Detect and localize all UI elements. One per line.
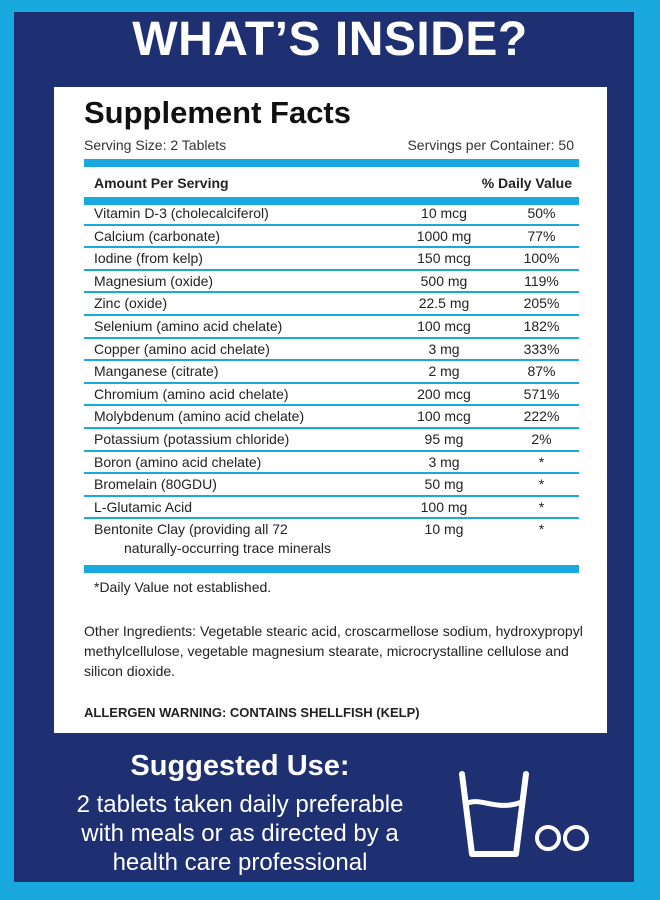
row-divider <box>84 382 579 384</box>
nutrient-row <box>94 476 574 492</box>
nutrient-name: Magnesium (oxide) <box>94 272 214 289</box>
suggested-use-line: 2 tablets taken daily preferable <box>76 791 404 818</box>
nutrient-row <box>94 521 574 556</box>
nutrient-name: Potassium (potassium chloride) <box>94 431 290 447</box>
nutrient-daily-value: 77% <box>527 227 556 244</box>
row-divider <box>84 314 579 316</box>
nutrient-amount: 22.5 mg <box>418 295 470 312</box>
nutrient-name: Vitamin D-3 (cholecalciferol) <box>94 205 269 221</box>
headline: WHAT’S INSIDE? <box>132 13 528 66</box>
suggested-use-line: with meals or as directed by a <box>81 820 399 847</box>
nutrient-name: Copper (amino acid chelate) <box>94 340 270 357</box>
suggested-use-title: Suggested Use: <box>130 750 350 782</box>
nutrient-amount: 100 mg <box>420 498 468 515</box>
column-header <box>94 175 574 191</box>
row-divider <box>84 404 579 406</box>
row-divider <box>84 427 579 429</box>
nutrient-daily-value: 571% <box>523 385 560 402</box>
nutrient-daily-value: 50% <box>527 205 556 221</box>
row-divider <box>84 517 579 519</box>
nutrient-row <box>94 228 574 244</box>
facts-title: Supplement Facts <box>84 95 351 130</box>
nutrient-amount: 150 mcg <box>417 250 471 267</box>
nutrient-amount: 3 mg <box>428 340 460 357</box>
nutrient-daily-value: 119% <box>524 272 559 289</box>
nutrient-row <box>94 273 574 289</box>
nutrient-row <box>94 454 574 470</box>
water-glass-with-two-tablets-icon <box>458 770 598 860</box>
nutrient-row <box>94 431 574 447</box>
nutrient-daily-value: 182% <box>523 318 560 334</box>
nutrient-name: L-Glutamic Acid <box>94 498 193 515</box>
row-divider <box>84 246 579 248</box>
nutrient-name: Iodine (from kelp) <box>94 250 203 267</box>
nutrient-name: Calcium (carbonate) <box>94 227 221 244</box>
row-divider <box>84 359 579 361</box>
nutrient-row <box>94 295 574 311</box>
thick-divider <box>84 159 579 167</box>
nutrient-name: Bromelain (80GDU) <box>94 476 217 493</box>
nutrient-amount: 2 mg <box>428 363 460 380</box>
nutrient-row <box>94 250 574 266</box>
row-divider <box>84 337 579 339</box>
footnote: *Daily Value not established. <box>94 579 272 595</box>
row-divider <box>84 450 579 452</box>
nutrient-row <box>94 408 574 424</box>
nutrient-row <box>94 341 574 357</box>
nutrient-daily-value: 2% <box>531 431 552 447</box>
nutrient-name: Zinc (oxide) <box>94 295 168 312</box>
thick-divider <box>84 197 579 205</box>
serving-info <box>84 137 574 153</box>
nutrient-name: Selenium (amino acid chelate) <box>94 318 283 334</box>
nutrient-daily-value: 100% <box>523 250 560 267</box>
nutrient-daily-value: 87% <box>527 363 556 380</box>
nutrient-row <box>94 499 574 515</box>
row-divider <box>84 495 579 497</box>
nutrient-daily-value: * <box>538 476 545 493</box>
nutrient-amount: 95 mg <box>424 431 464 447</box>
nutrient-name-continued: naturally-occurring trace minerals <box>124 540 331 557</box>
nutrient-name: Bentonite Clay (providing all 72 <box>94 521 288 538</box>
allergen-warning: ALLERGEN WARNING: CONTAINS SHELLFISH (KELP) <box>84 705 420 720</box>
nutrient-row <box>94 386 574 402</box>
supplement-facts-panel <box>54 87 607 733</box>
serving-size: Serving Size: 2 Tablets <box>84 137 227 153</box>
suggested-use-line: health care professional <box>112 849 368 876</box>
nutrient-amount: 50 mg <box>424 476 464 493</box>
nutrient-daily-value: * <box>538 521 545 538</box>
nutrient-name: Chromium (amino acid chelate) <box>94 385 289 402</box>
nutrient-name: Boron (amino acid chelate) <box>94 453 262 470</box>
nutrient-row <box>94 205 574 221</box>
nutrient-daily-value: * <box>538 498 545 515</box>
nutrient-amount: 10 mcg <box>421 205 467 221</box>
nutrient-row <box>94 363 574 379</box>
servings-per-container: Servings per Container: 50 <box>407 137 574 153</box>
nutrient-amount: 100 mcg <box>417 408 471 425</box>
nutrient-amount: 10 mg <box>424 521 464 538</box>
suggested-use-text <box>30 790 450 877</box>
nutrient-amount: 200 mcg <box>417 385 471 402</box>
nutrient-amount: 100 mcg <box>417 318 471 334</box>
row-divider <box>84 472 579 474</box>
thick-divider <box>84 565 579 573</box>
nutrient-name: Molybdenum (amino acid chelate) <box>94 408 305 425</box>
nutrient-amount: 3 mg <box>428 453 460 470</box>
nutrient-amount: 500 mg <box>420 272 468 289</box>
nutrient-name: Manganese (citrate) <box>94 363 219 380</box>
row-divider <box>84 224 579 226</box>
nutrient-row <box>94 318 574 334</box>
dv-header: % Daily Value <box>481 175 572 191</box>
nutrient-daily-value: 222% <box>523 408 560 425</box>
nutrient-daily-value: 205% <box>523 295 560 312</box>
other-ingredients: Other Ingredients: Vegetable stearic acid, croscarmellose sodium, hydroxypropyl methylcellulose, vegetable magnesium stearate, microcrystalline cellulose and silicon dioxide. <box>84 623 583 679</box>
amount-header: Amount Per Serving <box>94 175 229 191</box>
nutrient-amount: 1000 mg <box>416 227 472 244</box>
nutrient-daily-value: 333% <box>523 340 560 357</box>
nutrient-daily-value: * <box>538 453 545 470</box>
row-divider <box>84 269 579 271</box>
row-divider <box>84 291 579 293</box>
